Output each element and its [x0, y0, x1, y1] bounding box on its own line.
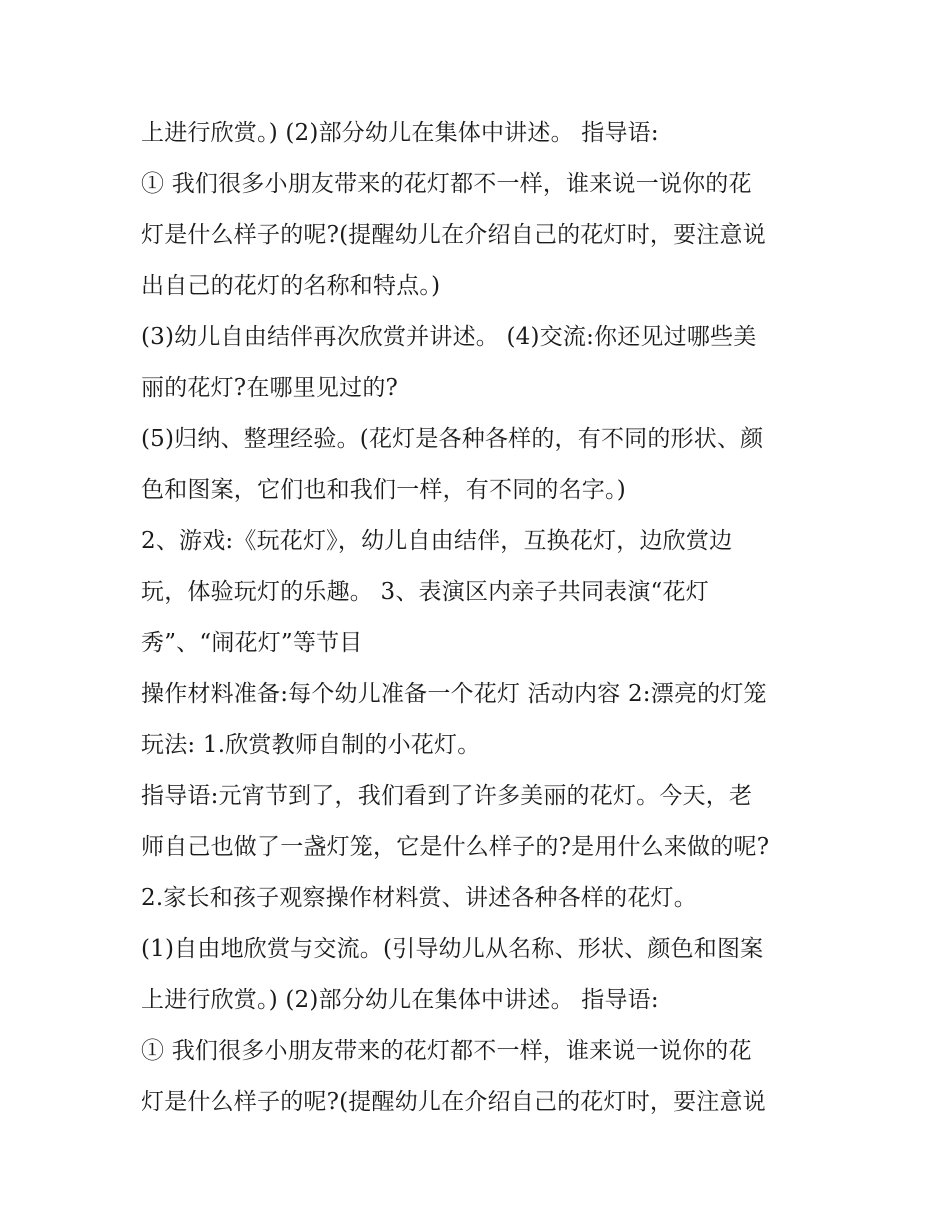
text-line: 指导语:元宵节到了，我们看到了许多美丽的花灯。今天，老: [141, 783, 753, 809]
text-line: 上进行欣赏。) (2)部分幼儿在集体中讲述。 指导语:: [141, 987, 659, 1013]
text-line: (5)归纳、整理经验。(花灯是各种各样的，有不同的形状、颜: [141, 426, 764, 452]
text-line: 上进行欣赏。) (2)部分幼儿在集体中讲述。 指导语:: [141, 120, 659, 146]
text-line: 师自己也做了一盏灯笼，它是什么样子的?是用什么来做的呢?: [141, 834, 770, 860]
text-line: ① 我们很多小朋友带来的花灯都不一样，谁来说一说你的花: [141, 171, 752, 197]
text-line: 灯是什么样子的呢?(提醒幼儿在介绍自己的花灯时，要注意说: [141, 222, 766, 248]
text-line: (1)自由地欣赏与交流。(引导幼儿从名称、形状、颜色和图案: [141, 936, 764, 962]
text-line: 灯是什么样子的呢?(提醒幼儿在介绍自己的花灯时，要注意说: [141, 1089, 766, 1115]
text-line: 玩法: 1.欣赏教师自制的小花灯。: [141, 732, 481, 758]
text-line: 操作材料准备:每个幼儿准备一个花灯 活动内容 2:漂亮的灯笼: [141, 681, 767, 707]
text-line: (3)幼儿自由结伴再次欣赏并讲述。 (4)交流:你还见过哪些美: [141, 324, 757, 350]
text-line: 出自己的花灯的名称和特点。): [141, 273, 441, 299]
text-line: 丽的花灯?在哪里见过的?: [141, 375, 399, 401]
text-line: 玩，体验玩灯的乐趣。 3、表演区内亲子共同表演“花灯: [141, 579, 709, 605]
text-line: 2.家长和孩子观察操作材料赏、讲述各种各样的花灯。: [141, 885, 697, 911]
text-line: 2、游戏:《玩花灯》，幼儿自由结伴，互换花灯，边欣赏边: [141, 528, 733, 554]
text-line: 色和图案，它们也和我们一样，有不同的名字。): [141, 477, 626, 503]
document-body: [141, 108, 821, 1128]
text-line: ① 我们很多小朋友带来的花灯都不一样，谁来说一说你的花: [141, 1038, 752, 1064]
text-line: 秀”、“闹花灯”等节目: [141, 630, 363, 656]
